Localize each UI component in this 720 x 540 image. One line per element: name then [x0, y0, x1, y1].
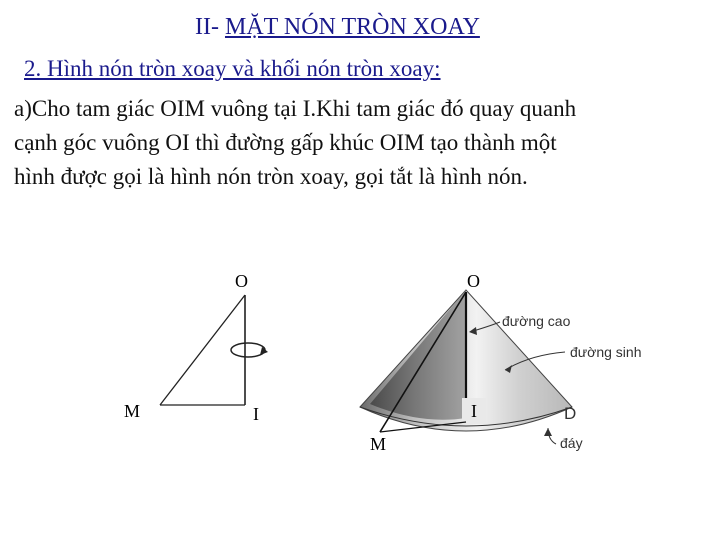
cone-label-i: I — [471, 401, 477, 421]
triangle-oim — [160, 295, 245, 405]
paragraph-line-2: cạnh góc vuông OI thì đường gấp khúc OIM tạo thành một — [14, 130, 557, 155]
title-text: MẶT NÓN TRÒN XOAY — [224, 14, 480, 40]
cone-label-d: D — [564, 404, 577, 423]
cone-annotation-base: đáy — [560, 435, 583, 451]
cone-annotation-generatrix: đường sinh — [570, 344, 642, 360]
cone-label-o: O — [467, 271, 480, 291]
rotation-arrow-icon — [231, 343, 268, 357]
paragraph-line-1: a)Cho tam giác OIM vuông tại I.Khi tam giác đó quay quanh — [14, 96, 577, 121]
section-heading: 2. Hình nón tròn xoay và khối nón tròn xoay: — [24, 56, 441, 81]
triangle-label-m: M — [124, 401, 141, 421]
triangle-label-i: I — [253, 404, 259, 424]
cone-label-m: M — [370, 434, 387, 454]
title-prefix: II- — [195, 14, 225, 40]
cone — [360, 290, 572, 432]
triangle-label-o: O — [235, 271, 248, 291]
paragraph-line-3: hình được gọi là hình nón tròn xoay, gọi tắt là hình nón. — [14, 164, 528, 189]
cone-annotation-height: đường cao — [502, 313, 571, 329]
